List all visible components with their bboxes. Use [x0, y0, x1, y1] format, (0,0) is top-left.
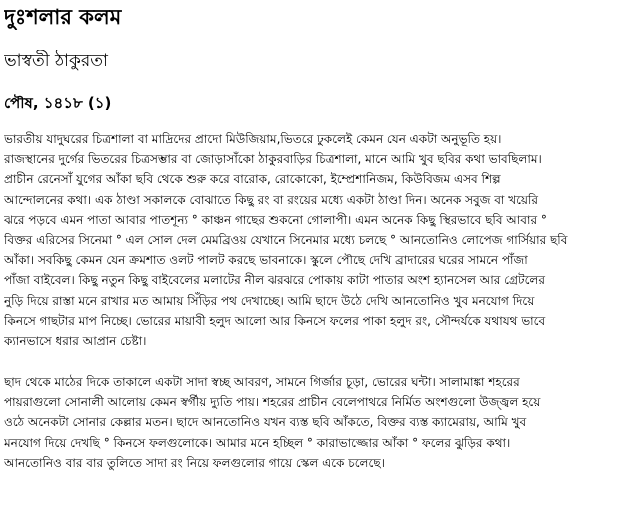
text-line: নুড়ি দিয়ে রাস্তা মনে রাখার মত আমায় সিঁড়ির পথ দেখাচ্ছে। আমি ছাদে উঠে দেখি আনতোনিও খুব মনযোগ দিয়ে — [4, 293, 535, 308]
text-line: রাজস্থানের দুর্গের ভিতরের চিত্রসম্ভার বা জোড়াসাঁকো ঠাকুরবাড়ির চিত্রশালা, মানে আমি খুব ছবির কথা ভাবছিলাম। — [4, 152, 542, 167]
text-line: আন্দোলনের কথা। এক ঠাণ্ডা সকালকে বোঝাতে কিছু রং বা রংয়ের মধ্যে একটা ঠাণ্ডা দিন। অনেক সবুজ বা খয়েরি — [4, 192, 539, 207]
text-line: বিক্তর এরিসের সিনেমা ° এল সোল দেল মেমব্রিওয় যেখানে সিনেমার মধ্যে চলছে ° আনতোনিও লোপেজ গার্সিয়ার ছবি — [4, 232, 568, 247]
text-line: কিনসে গাছটার মাপ নিচ্ছে। ভোরের মায়াবী হলুদ আলো আর কিনসে ফলের পাকা হলুদ রং, সৌন্দর্যকে যথাযথ ভাবে — [4, 313, 546, 328]
text-line: আনতোনিও বার বার তুলিতে সাদা রং নিয়ে ফলগুলোর গায়ে স্কেল একে চলেছে। — [4, 455, 385, 470]
paragraph-2 — [4, 372, 632, 473]
text-line: ভারতীয় যাদুঘরের চিত্রশালা বা মাদ্রিদের প্রাদো মিউজিয়াম,ভিতরে ঢুকলেই কেমন যেন একটা অনুভূতি হয়। — [4, 132, 502, 146]
paragraph-1 — [4, 129, 632, 351]
text-line: মনযোগ দিয়ে দেখছি ° কিনসে ফলগুলোকে। আমার মনে হচ্ছিল ° কারাভাজ্জোর আঁকা ° ফলের ঝুড়ির কথা। — [4, 435, 511, 450]
text-line: আঁকা। সবকিছু কেমন যেন ক্রমশাত ওলট পালট করছে ভাবনাকে। স্কুলে পৌছে দেখি ব্রাদারের ঘরের সামনে পাঁজা — [4, 253, 528, 268]
text-line: ক্যানভাসে ধরার আপ্রান চেষ্টা। — [4, 333, 147, 348]
text-line: ছাদ থেকে মাঠের দিকে তাকালে একটা সাদা স্বচ্ছ আবরণ, সামনে গির্জার চূড়া, ভোরের ঘন্টা। সালামাঙ্কা শহরের — [4, 375, 520, 390]
text-line: পাঁজা বাইবেল। কিছু নতুন কিছু বাইবেলের মলাটের নীল ঝরঝরে পোকায় কাটা পাতার অংশ হ্যানসেল আর গ্রেটলের — [4, 273, 545, 288]
text-line: পায়রাগুলো সোনালী আলোয় কেমন স্বর্গীয় দ্যুতি পায়। শহরের প্রাচীন বেলেপাথরে নির্মিত অংশগুলো উজ্জ্বল হয়ে — [4, 395, 541, 410]
text-line: ঝরে পড়বে এমন পাতা আবার পাতশূন্য ° কাঞ্চন গাছের শুকনো গোলাপী। এমন অনেক কিছু স্থিরভাবে ছবি আবার ° — [4, 212, 547, 227]
article-author: ভাস্বতী ঠাকুরতা — [4, 51, 108, 71]
article-issue: পৌষ, ১৪১৮ (১) — [4, 94, 112, 112]
text-line: প্রাচীন রেনেসাঁ যুগের আঁকা ছবি থেকে শুরু করে বারোক, রোকোকো, ইম্প্রেশানিজম, কিউবিজম এসব শিল্প — [4, 172, 501, 187]
text-line: ওঠে অনেকটা সোনার কেল্লার মতন। ছাদে আনতোনিও যখন ব্যস্ত ছবি আঁকতে, বিক্তর ব্যস্ত ক্যামেরায়, আমি খুব — [4, 415, 527, 430]
article-title: দুঃশলার কলম — [4, 5, 122, 29]
